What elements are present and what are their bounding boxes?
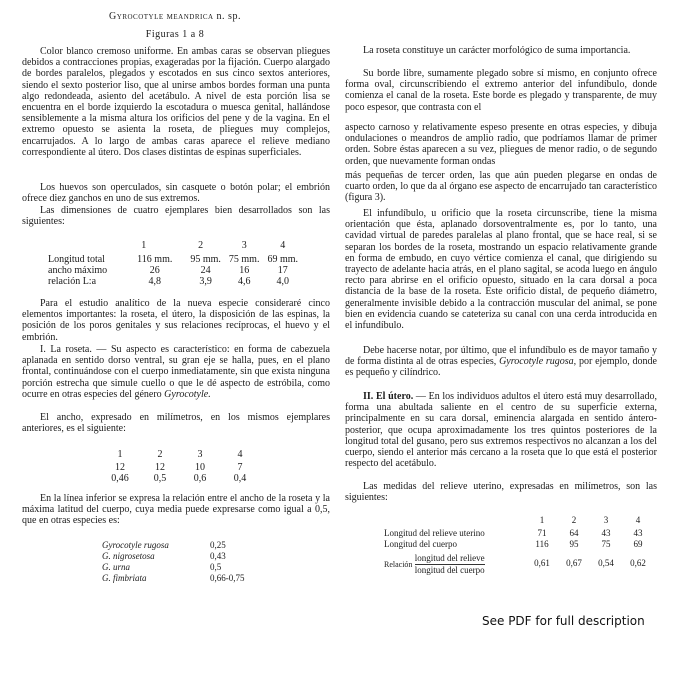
dimensions-table: [44, 236, 302, 287]
species-name: Gyrocotyle rugosa,: [499, 356, 577, 368]
table-header-row: [100, 446, 260, 462]
species-name: G. urna: [102, 562, 131, 572]
cell: 75: [601, 539, 611, 549]
cell: 0,43: [210, 551, 226, 561]
paragraph-rosette: [22, 344, 330, 400]
cell: 116: [535, 539, 549, 549]
cell: 0,61: [534, 557, 550, 568]
cell: 0,54: [598, 557, 614, 568]
paragraph-eggs: Los huevos son operculados, sin casquete o botón polar; el embrión ofrece diez ganchos en uno de sus extremos.: [22, 182, 330, 205]
cell: 69 mm.: [267, 254, 299, 265]
cell: 0,67: [566, 557, 582, 568]
ratio-label: Relación: [384, 560, 413, 569]
cell: 0,62: [630, 557, 646, 568]
table-row: [100, 462, 260, 473]
table-row: [44, 265, 302, 276]
table-row: [380, 539, 654, 550]
cell: 26: [149, 265, 160, 276]
table-row: [98, 562, 249, 573]
row-label: Longitud del relieve uterino: [384, 528, 485, 538]
cell: 75 mm.: [228, 254, 260, 265]
see-pdf-note: See PDF for full description: [482, 614, 645, 628]
paragraph-rosette-importance: La roseta constituye un carácter morfológico de suma importancia.: [363, 45, 631, 56]
cell: 0,6: [193, 473, 207, 484]
column-header: 2: [157, 448, 163, 460]
cell: 16: [239, 265, 250, 276]
paragraph-free-edge: Su borde libre, sumamente plegado sobre sí mismo, en conjunto ofrece forma oval, circunscribiendo el extremo anterior del infundíbulo, donde comienza el canal de la roseta. Este borde es plegado y transparente, de muy poco espesor, que contrasta con el: [345, 68, 657, 113]
cell: 69: [633, 539, 643, 549]
species-ratio-table: [98, 540, 249, 584]
cell: 4,0: [276, 276, 289, 287]
rosette-text: — Su aspecto es característico: en forma de cabezuela aplanada en sentido dorso ventral, su gran eje se halla, pues, en el plano frontal, continuándose con el cuerpo inmediatamente, sin que exista ninguna porción estrecha que simule cuello o que le dé aspecto de estróbila, como ocurre en otras especies del género: [22, 344, 330, 400]
cell: 95: [569, 539, 579, 549]
cell: 10: [195, 462, 205, 473]
paragraph-infundibulum: El infundíbulo, u orificio que la roseta circunscribe, tiene la misma orientación que ésta, aplanado dorsoventralmente es, por lo tanto, una cavidad virtual de paredes paralelas al plano frontal, que se hace real, si se separan los bordes de la roseta, mostrando un espacio relativamente grande en forma de embudo, en cuyo vértice comienza el canal, que dirigiendo su trayecto de adelante hacia atrás, en el plano sagital, se acoda luego en ángulo recto para abrirse en el orificio opuesto, situado en la cara dorsal a poca distancia de la base de la roseta. Este orificio distal, de pequeño diámetro, generalmente invisible debido a la contracción muscular del animal, se pone bien en evidencia cuando se cateteriza su canal con una cerda introducida en el infundíbulo.: [345, 208, 657, 332]
species-name: G. fimbriata: [102, 573, 147, 583]
cell: 43: [633, 528, 643, 538]
article-title: [0, 11, 350, 22]
cell: 12: [155, 462, 165, 473]
cell: 24: [200, 265, 211, 276]
paragraph-dimensions-intro: Las dimensiones de cuatro ejemplares bien desarrollados son las siguientes:: [22, 205, 330, 228]
cell: 95 mm.: [190, 254, 221, 265]
figures-reference: Figuras 1 a 8: [145, 29, 205, 40]
cell: 0,66-0,75: [210, 573, 245, 583]
uterus-table: [380, 512, 654, 576]
cell: 4,6: [237, 276, 251, 287]
table-header-row: [380, 512, 654, 528]
section-heading-uterus: II. El útero.: [363, 391, 414, 402]
cell: 0,5: [153, 473, 167, 484]
ratio-numerator: longitud del relieve: [414, 553, 485, 563]
cell: 0,5: [210, 562, 222, 572]
ratio-fraction: [415, 553, 485, 576]
uterus-text: — En los individuos adultos el útero está muy desarrollado, forma una abultada saliente en el centro de su superficie externa, principalmente en su cara dorsal, eminencia alargada en sentido ántero-posterior, que ocupa aproximadamente los tres quintos posteriores de la longitud total del gusano, pero sus extremos respectivos no alcanzan a los del cuerpo, siendo el anterior más cercano a la roseta que lo que está el posterior respecto del acetábulo.: [345, 391, 657, 470]
cell: 0,25: [210, 540, 226, 550]
species-name: Gyrocotyle rugosa: [102, 540, 169, 550]
paragraph-description: Color blanco cremoso uniforme. En ambas caras se observan pliegues debidos a contracciones propias, exageradas por la fijación. Cuerpo alargado de bordes paralelos, plegados y escotados en sus cinco sextos anteriores, siendo el sexto posterior liso, que al unirse ambos bordes forman una punta algo redondeada, asiento del acetábulo. A nivel de esta porción lisa se encuentra en el borde izquierdo la escotadura o muesca genital, hallándose sensiblemente a la misma altura los orificios del pene y de la vagina. En el extremo opuesto se asienta la roseta, de pliegues muy complejos, encarrujados. A lo largo de ambas caras aparece el relieve mediano correspondiente al útero. Dos clases distintas de espinas superficiales.: [22, 46, 330, 158]
column-header: 3: [241, 239, 247, 251]
cell: 43: [601, 528, 611, 538]
note-text-end: por ejemplo, donde es pequeño y cilíndrico.: [345, 356, 657, 379]
cell: 71: [537, 528, 547, 538]
genus-name: Gyrocotyle.: [164, 388, 211, 400]
section-heading-rosette: I. La roseta.: [40, 344, 92, 355]
cell: 12: [115, 462, 125, 473]
column-header: 4: [635, 514, 641, 525]
table-header-row: [44, 236, 302, 254]
row-label: relación L:a: [48, 276, 97, 287]
cell: 0,4: [233, 473, 247, 484]
paragraph-width: El ancho, expresado en milímetros, en los mismos ejemplares anteriores, es el siguiente:: [22, 412, 330, 435]
column-header: 2: [198, 239, 204, 251]
cell: 17: [277, 265, 288, 276]
column-header: 4: [237, 448, 243, 460]
column-header: 4: [280, 239, 286, 251]
cell: 7: [237, 462, 243, 473]
table-row: [98, 573, 249, 584]
column-header: 2: [571, 514, 577, 525]
column-header: 1: [117, 448, 123, 460]
cell: 4,8: [148, 276, 161, 287]
cell: 0,46: [111, 473, 129, 484]
table-row: [44, 254, 302, 265]
table-row: [44, 276, 302, 287]
column-header: 3: [603, 514, 609, 525]
column-header: 1: [141, 239, 147, 251]
column-header: 3: [197, 448, 203, 460]
species-title: Gyrocotyle meandrica: [109, 11, 214, 22]
column-header: 1: [539, 514, 545, 525]
table-row: [100, 473, 260, 484]
width-table: [100, 446, 260, 484]
row-label: Longitud total: [48, 254, 105, 265]
paragraph-free-edge-cont: aspecto carnoso y relativamente espeso presente en otras especies, y dibuja ondulaciones o meandros de amplio radio, que podríamos llamar de primer orden. Sobre éstas aparecen a su vez, pliegues de menor radio, o de segundo orden, que nuevamente forman ondas: [345, 122, 657, 167]
cell: 116 mm.: [137, 254, 173, 265]
table-row: [98, 551, 249, 562]
row-label: ancho máximo: [48, 265, 108, 276]
paragraph-uterus: [345, 391, 657, 469]
paragraph-analysis: Para el estudio analítico de la nueva especie consideraré cinco elementos importantes: la roseta, el útero, la disposición de las espinas, la posición de los poros genitales y sus relaciones recíprocas, el huevo y el embrión.: [22, 298, 330, 343]
table-row: [380, 528, 654, 539]
species-name: G. nigrosetosa: [102, 551, 155, 561]
cell: 3,9: [199, 276, 212, 287]
cell: 64: [569, 528, 579, 538]
ratio-denominator: longitud del cuerpo: [414, 565, 485, 575]
note-text: Debe hacerse notar, por último, que el infundíbulo es de mayor tamaño y de forma distinta al de otras especies,: [345, 345, 657, 368]
row-label: Longitud del cuerpo: [384, 539, 457, 549]
table-row-ratio: [380, 550, 654, 576]
table-row: [98, 540, 249, 551]
species-title-suffix: n. sp.: [216, 11, 241, 22]
paragraph-uterus-measures: Las medidas del relieve uterino, expresadas en milímetros, son las siguientes:: [345, 481, 657, 504]
paragraph-free-edge-end: más pequeñas de tercer orden, las que aún pueden plegarse en ondas de cuarto orden, lo que da al órgano ese aspecto de encarrujado tan característico (figura 3).: [345, 170, 657, 204]
paragraph-infundibulum-note: [345, 345, 657, 379]
paragraph-ratio: En la línea inferior se expresa la relación entre el ancho de la roseta y la máxima latitud del cuerpo, cuya media puede expresarse como igual a 0,5, que en otras especies es:: [22, 493, 330, 527]
